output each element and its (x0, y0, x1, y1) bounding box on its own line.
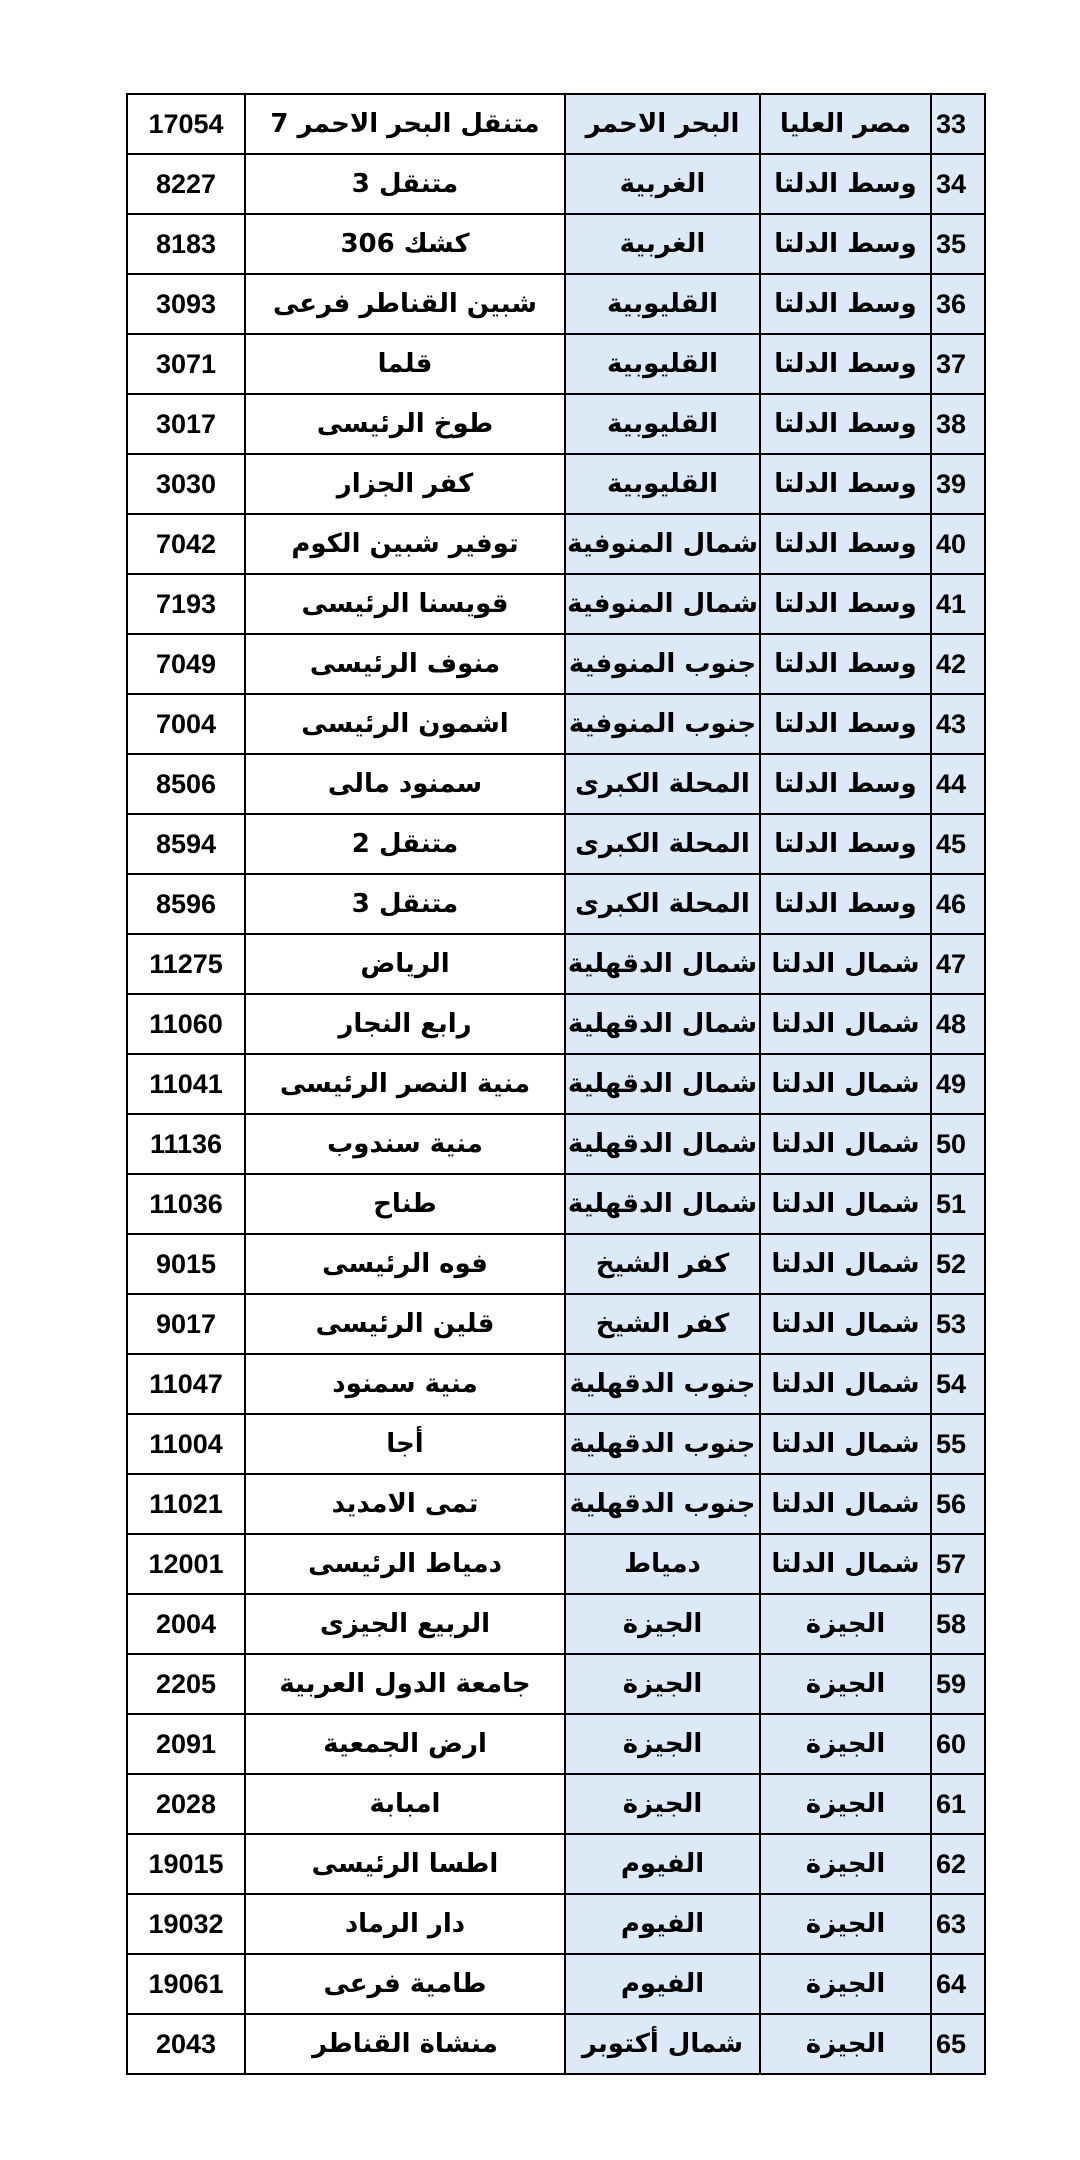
branch-code-cell (127, 1294, 245, 1354)
branch-name-cell: متنقل 3 (245, 154, 565, 214)
branch-code-text: 9017 (155, 1308, 217, 1339)
region-cell: وسط الدلتا (760, 874, 931, 934)
branch-name-cell: طامية فرعى (245, 1954, 565, 2014)
region-cell: شمال الدلتا (760, 934, 931, 994)
branch-code-text: 8227 (155, 168, 217, 199)
branch-code-text: 7042 (155, 528, 217, 559)
row-number-text: 62 (936, 1848, 967, 1879)
branch-code-cell (127, 1354, 245, 1414)
region-cell: الجيزة (760, 2014, 931, 2074)
table-row (127, 1174, 985, 1234)
branch-code-cell (127, 1594, 245, 1654)
table-row (127, 1834, 985, 1894)
row-number-cell (931, 1174, 985, 1234)
table-row (127, 1474, 985, 1534)
row-number-cell (931, 214, 985, 274)
area-cell: شمال الدقهلية (565, 994, 760, 1054)
row-number-cell (931, 1114, 985, 1174)
branch-code-cell (127, 394, 245, 454)
branch-name-cell: تمى الامديد (245, 1474, 565, 1534)
branch-code-cell (127, 874, 245, 934)
branch-code-text: 9015 (155, 1248, 217, 1279)
area-cell: شمال الدقهلية (565, 934, 760, 994)
table-row (127, 94, 985, 154)
branch-code-cell (127, 214, 245, 274)
branch-code-text: 3030 (155, 468, 217, 499)
region-cell: مصر العليا (760, 94, 931, 154)
branch-name-cell: منوف الرئيسى (245, 634, 565, 694)
area-cell: شمال الدقهلية (565, 1174, 760, 1234)
row-number-text: 51 (936, 1188, 967, 1219)
table-row (127, 694, 985, 754)
row-number-cell (931, 1954, 985, 2014)
branch-name-cell: كفر الجزار (245, 454, 565, 514)
area-cell: شمال المنوفية (565, 574, 760, 634)
branch-name-cell: فوه الرئيسى (245, 1234, 565, 1294)
row-number-cell (931, 574, 985, 634)
region-cell: وسط الدلتا (760, 334, 931, 394)
table-row (127, 754, 985, 814)
branch-name-cell: سمنود مالى (245, 754, 565, 814)
branch-name-cell: الرياض (245, 934, 565, 994)
branches-table-container (126, 93, 974, 2075)
branch-code-cell (127, 94, 245, 154)
area-cell: القليوبية (565, 334, 760, 394)
region-cell: وسط الدلتا (760, 574, 931, 634)
row-number-cell (931, 994, 985, 1054)
branch-code-text: 11275 (149, 948, 223, 979)
row-number-text: 41 (936, 588, 967, 619)
region-cell: وسط الدلتا (760, 514, 931, 574)
row-number-cell (931, 1714, 985, 1774)
row-number-text: 34 (936, 168, 967, 199)
branch-code-text: 8594 (155, 828, 217, 859)
row-number-text: 60 (936, 1728, 967, 1759)
row-number-text: 55 (936, 1428, 967, 1459)
row-number-cell (931, 274, 985, 334)
branch-code-cell (127, 934, 245, 994)
table-row (127, 154, 985, 214)
region-cell: الجيزة (760, 1834, 931, 1894)
region-cell: شمال الدلتا (760, 1354, 931, 1414)
branch-code-text: 11136 (149, 1128, 223, 1159)
table-row (127, 874, 985, 934)
branch-code-cell (127, 1654, 245, 1714)
row-number-text: 48 (936, 1008, 967, 1039)
row-number-cell (931, 454, 985, 514)
branch-code-text: 7049 (155, 648, 217, 679)
branch-name-cell: منشاة القناطر (245, 2014, 565, 2074)
region-cell: وسط الدلتا (760, 154, 931, 214)
row-number-text: 65 (936, 2028, 967, 2059)
region-cell: شمال الدلتا (760, 1054, 931, 1114)
branch-code-text: 2028 (155, 1788, 217, 1819)
branch-code-cell (127, 1414, 245, 1474)
row-number-cell (931, 814, 985, 874)
branch-name-cell: ارض الجمعية (245, 1714, 565, 1774)
row-number-cell (931, 1894, 985, 1954)
branch-name-cell: شبين القناطر فرعى (245, 274, 565, 334)
branches-table-body (127, 94, 985, 2074)
region-cell: وسط الدلتا (760, 454, 931, 514)
area-cell: جنوب المنوفية (565, 694, 760, 754)
branch-code-cell (127, 574, 245, 634)
branch-code-text: 11036 (149, 1188, 223, 1219)
region-cell: الجيزة (760, 1894, 931, 1954)
table-row (127, 634, 985, 694)
row-number-cell (931, 1054, 985, 1114)
branch-code-text: 19061 (148, 1968, 224, 1999)
row-number-text: 57 (936, 1548, 967, 1579)
row-number-text: 54 (936, 1368, 967, 1399)
branch-code-text: 7193 (155, 588, 217, 619)
branch-code-cell (127, 994, 245, 1054)
area-cell: دمياط (565, 1534, 760, 1594)
row-number-cell (931, 694, 985, 754)
table-row (127, 1534, 985, 1594)
table-row (127, 1294, 985, 1354)
branch-code-text: 12001 (148, 1548, 224, 1579)
branch-code-cell (127, 1114, 245, 1174)
region-cell: شمال الدلتا (760, 1234, 931, 1294)
row-number-cell (931, 754, 985, 814)
branch-code-cell (127, 334, 245, 394)
branches-table (126, 93, 986, 2075)
area-cell: القليوبية (565, 274, 760, 334)
branch-name-cell: منية النصر الرئيسى (245, 1054, 565, 1114)
branch-name-cell: طوخ الرئيسى (245, 394, 565, 454)
region-cell: شمال الدلتا (760, 1534, 931, 1594)
area-cell: المحلة الكبرى (565, 874, 760, 934)
branch-code-text: 8596 (155, 888, 217, 919)
table-row (127, 1054, 985, 1114)
area-cell: القليوبية (565, 394, 760, 454)
area-cell: الجيزة (565, 1714, 760, 1774)
table-row (127, 514, 985, 574)
region-cell: وسط الدلتا (760, 214, 931, 274)
branch-name-cell: الربيع الجيزى (245, 1594, 565, 1654)
branch-code-cell (127, 454, 245, 514)
area-cell: الفيوم (565, 1954, 760, 2014)
row-number-cell (931, 2014, 985, 2074)
branch-code-cell (127, 154, 245, 214)
table-row (127, 1714, 985, 1774)
branch-code-text: 17054 (148, 108, 224, 139)
row-number-text: 52 (936, 1248, 967, 1279)
branch-code-text: 2043 (155, 2028, 217, 2059)
table-row (127, 274, 985, 334)
area-cell: المحلة الكبرى (565, 814, 760, 874)
area-cell: كفر الشيخ (565, 1294, 760, 1354)
branch-name-cell: أجا (245, 1414, 565, 1474)
branch-code-cell (127, 1894, 245, 1954)
area-cell: جنوب الدقهلية (565, 1474, 760, 1534)
branch-code-text: 3093 (155, 288, 217, 319)
table-row (127, 1774, 985, 1834)
region-cell: شمال الدلتا (760, 1474, 931, 1534)
table-row (127, 334, 985, 394)
area-cell: شمال أكتوبر (565, 2014, 760, 2074)
table-row (127, 394, 985, 454)
region-cell: الجيزة (760, 1954, 931, 2014)
row-number-text: 35 (936, 228, 967, 259)
table-row (127, 1654, 985, 1714)
table-row (127, 1594, 985, 1654)
branch-code-text: 11060 (149, 1008, 223, 1039)
branch-code-text: 19015 (148, 1848, 224, 1879)
row-number-text: 36 (936, 288, 967, 319)
branch-code-cell (127, 1774, 245, 1834)
region-cell: شمال الدلتا (760, 1174, 931, 1234)
row-number-cell (931, 334, 985, 394)
row-number-text: 37 (936, 348, 967, 379)
branch-code-text: 8506 (155, 768, 217, 799)
branch-code-cell (127, 1054, 245, 1114)
area-cell: جنوب الدقهلية (565, 1354, 760, 1414)
row-number-text: 63 (936, 1908, 967, 1939)
row-number-text: 53 (936, 1308, 967, 1339)
branch-name-cell: قلين الرئيسى (245, 1294, 565, 1354)
table-row (127, 2014, 985, 2074)
branch-code-text: 7004 (155, 708, 217, 739)
row-number-cell (931, 1774, 985, 1834)
branch-name-cell: كشك 306 (245, 214, 565, 274)
branch-name-cell: قويسنا الرئيسى (245, 574, 565, 634)
branch-name-cell: دمياط الرئيسى (245, 1534, 565, 1594)
branch-code-text: 8183 (155, 228, 217, 259)
row-number-text: 39 (936, 468, 967, 499)
branch-code-cell (127, 274, 245, 334)
table-row (127, 1354, 985, 1414)
area-cell: الغربية (565, 214, 760, 274)
branch-code-text: 3017 (155, 408, 217, 439)
region-cell: شمال الدلتا (760, 1414, 931, 1474)
branch-code-cell (127, 2014, 245, 2074)
branch-code-text: 2205 (155, 1668, 217, 1699)
row-number-cell (931, 874, 985, 934)
table-row (127, 934, 985, 994)
row-number-cell (931, 1294, 985, 1354)
region-cell: وسط الدلتا (760, 814, 931, 874)
branch-code-text: 3071 (155, 348, 217, 379)
branch-code-cell (127, 1834, 245, 1894)
table-row (127, 1954, 985, 2014)
branch-name-cell: منية سمنود (245, 1354, 565, 1414)
branch-code-cell (127, 1954, 245, 2014)
table-row (127, 454, 985, 514)
region-cell: وسط الدلتا (760, 694, 931, 754)
row-number-cell (931, 1594, 985, 1654)
area-cell: الفيوم (565, 1894, 760, 1954)
branch-name-cell: امبابة (245, 1774, 565, 1834)
branch-name-cell: متنقل البحر الاحمر 7 (245, 94, 565, 154)
branch-code-text: 11021 (149, 1488, 223, 1519)
row-number-text: 38 (936, 408, 967, 439)
table-row (127, 1234, 985, 1294)
row-number-text: 40 (936, 528, 967, 559)
branch-code-text: 11047 (149, 1368, 223, 1399)
table-row (127, 1114, 985, 1174)
region-cell: وسط الدلتا (760, 754, 931, 814)
row-number-text: 43 (936, 708, 967, 739)
area-cell: الغربية (565, 154, 760, 214)
branch-name-cell: طناح (245, 1174, 565, 1234)
branch-code-text: 19032 (148, 1908, 224, 1939)
branch-code-cell (127, 1474, 245, 1534)
branch-code-cell (127, 694, 245, 754)
branch-code-cell (127, 754, 245, 814)
row-number-text: 46 (936, 888, 967, 919)
region-cell: وسط الدلتا (760, 394, 931, 454)
row-number-text: 47 (936, 948, 967, 979)
row-number-cell (931, 154, 985, 214)
region-cell: شمال الدلتا (760, 994, 931, 1054)
row-number-text: 44 (936, 768, 967, 799)
row-number-text: 59 (936, 1668, 967, 1699)
area-cell: جنوب الدقهلية (565, 1414, 760, 1474)
branch-code-cell (127, 634, 245, 694)
row-number-cell (931, 934, 985, 994)
branch-name-cell: رابع النجار (245, 994, 565, 1054)
row-number-cell (931, 394, 985, 454)
row-number-cell (931, 1414, 985, 1474)
row-number-cell (931, 514, 985, 574)
branch-code-text: 2091 (155, 1728, 217, 1759)
region-cell: الجيزة (760, 1654, 931, 1714)
branch-code-text: 11041 (149, 1068, 223, 1099)
row-number-text: 49 (936, 1068, 967, 1099)
branch-code-cell (127, 1174, 245, 1234)
row-number-text: 64 (936, 1968, 967, 1999)
area-cell: الفيوم (565, 1834, 760, 1894)
area-cell: المحلة الكبرى (565, 754, 760, 814)
area-cell: القليوبية (565, 454, 760, 514)
branch-code-cell (127, 1714, 245, 1774)
area-cell: كفر الشيخ (565, 1234, 760, 1294)
table-row (127, 1414, 985, 1474)
row-number-cell (931, 1654, 985, 1714)
region-cell: شمال الدلتا (760, 1294, 931, 1354)
table-row (127, 994, 985, 1054)
area-cell: شمال المنوفية (565, 514, 760, 574)
branch-name-cell: اشمون الرئيسى (245, 694, 565, 754)
row-number-cell (931, 94, 985, 154)
row-number-text: 45 (936, 828, 967, 859)
row-number-text: 58 (936, 1608, 967, 1639)
branch-code-cell (127, 1534, 245, 1594)
region-cell: شمال الدلتا (760, 1114, 931, 1174)
area-cell: شمال الدقهلية (565, 1114, 760, 1174)
branch-code-text: 2004 (155, 1608, 217, 1639)
area-cell: الجيزة (565, 1594, 760, 1654)
row-number-cell (931, 1834, 985, 1894)
row-number-text: 56 (936, 1488, 967, 1519)
branch-name-cell: منية سندوب (245, 1114, 565, 1174)
region-cell: الجيزة (760, 1774, 931, 1834)
region-cell: الجيزة (760, 1594, 931, 1654)
branch-name-cell: دار الرماد (245, 1894, 565, 1954)
row-number-cell (931, 1474, 985, 1534)
table-row (127, 814, 985, 874)
area-cell: جنوب المنوفية (565, 634, 760, 694)
row-number-text: 33 (936, 108, 967, 139)
table-row (127, 574, 985, 634)
row-number-text: 42 (936, 648, 967, 679)
table-row (127, 1894, 985, 1954)
branch-name-cell: قلما (245, 334, 565, 394)
region-cell: الجيزة (760, 1714, 931, 1774)
area-cell: الجيزة (565, 1654, 760, 1714)
table-row (127, 214, 985, 274)
area-cell: الجيزة (565, 1774, 760, 1834)
row-number-text: 61 (936, 1788, 967, 1819)
branch-name-cell: توفير شبين الكوم (245, 514, 565, 574)
row-number-text: 50 (936, 1128, 967, 1159)
region-cell: وسط الدلتا (760, 634, 931, 694)
area-cell: البحر الاحمر (565, 94, 760, 154)
branch-code-cell (127, 1234, 245, 1294)
branch-code-cell (127, 514, 245, 574)
branch-name-cell: متنقل 3 (245, 874, 565, 934)
branch-name-cell: اطسا الرئيسى (245, 1834, 565, 1894)
branch-name-cell: جامعة الدول العربية (245, 1654, 565, 1714)
branch-name-cell: متنقل 2 (245, 814, 565, 874)
area-cell: شمال الدقهلية (565, 1054, 760, 1114)
region-cell: وسط الدلتا (760, 274, 931, 334)
row-number-cell (931, 1534, 985, 1594)
row-number-cell (931, 1234, 985, 1294)
row-number-cell (931, 634, 985, 694)
branch-code-cell (127, 814, 245, 874)
row-number-cell (931, 1354, 985, 1414)
branch-code-text: 11004 (149, 1428, 223, 1459)
